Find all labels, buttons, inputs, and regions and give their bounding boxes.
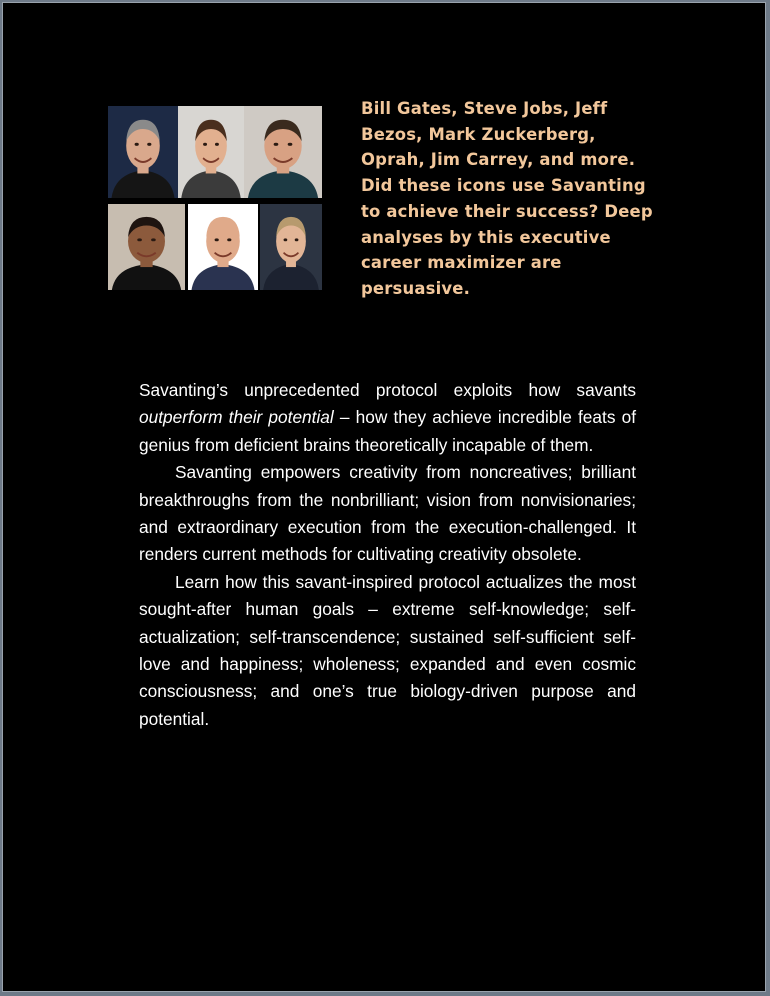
portrait-jim-carrey-icon: [244, 106, 322, 198]
portrait-bill-gates-icon: [260, 204, 322, 290]
portrait-mark-zuckerberg-icon: [178, 106, 244, 198]
paragraph-1: [139, 377, 636, 459]
paragraph-2: Savanting empowers creativity from noncreatives; brilliant breakthroughs from the nonbrilliant; vision from nonvisionaries; and extraordinary execution from the execution-challenged. It renders current methods for cultivating creativity obsolete.: [139, 462, 636, 565]
portrait-jeff-bezos-icon: [188, 204, 258, 290]
paragraph-1-end: – how they achieve incredible feats of genius from deficient brains theoretically incapable of them.: [139, 407, 636, 455]
paragraph-3: Learn how this savant-inspired protocol actualizes the most sought-after human goals – extreme self-knowledge; self-actualization; self-transcendence; sustained self-sufficient self-love and happiness; wholeness; expanded and even cosmic consciousness; and one’s true biology-driven purpose and potential.: [139, 571, 636, 729]
paragraph-1-emphasis: outperform their potential: [139, 407, 334, 428]
photo-caption: Bill Gates, Steve Jobs, Jeff Bezos, Mark Zuckerberg, Oprah, Jim Carrey, and more. Did these icons use Savanting to achieve their success? Deep analyses by this executive career maximizer are persuasive.: [361, 99, 653, 298]
description-text: [139, 377, 636, 733]
paragraph-1-start: Savanting’s unprecedented protocol exploits how savants: [139, 380, 636, 400]
celebrity-photo-grid: [108, 106, 322, 290]
portrait-steve-jobs-icon: [108, 106, 178, 198]
portrait-oprah-icon: [108, 204, 185, 290]
book-back-cover: [2, 2, 766, 992]
